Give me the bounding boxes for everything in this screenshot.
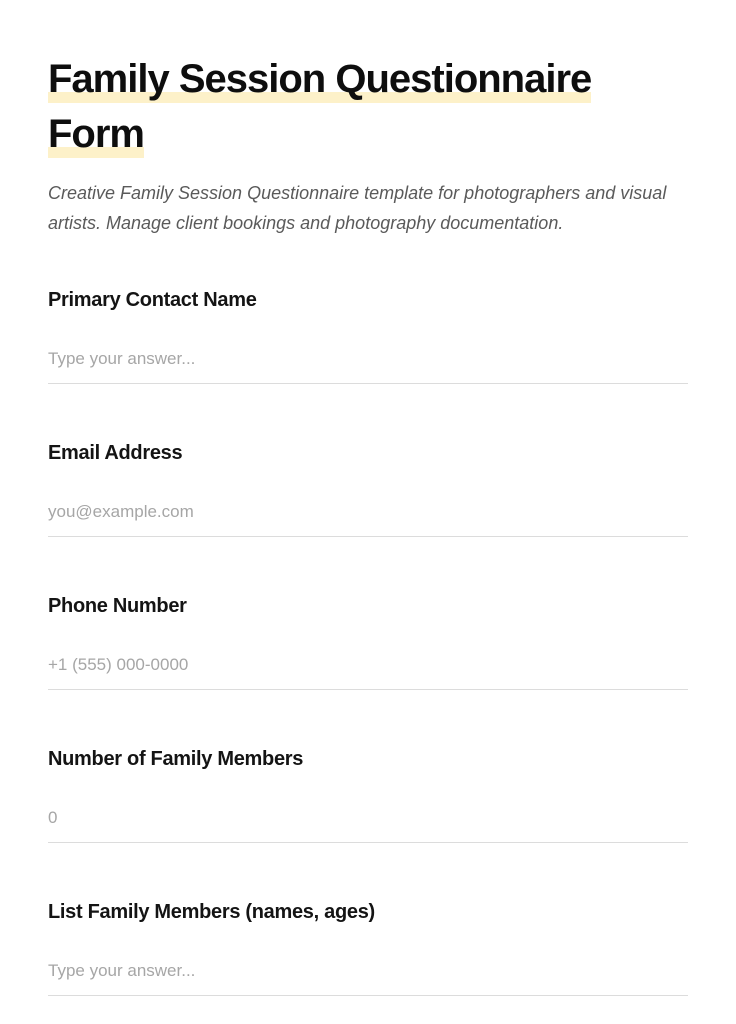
form-title	[48, 52, 668, 162]
form-title-line-1: Family Session Questionnaire	[48, 57, 592, 101]
field-label-number-of-family-members: Number of Family Members	[48, 748, 304, 770]
field-number-of-family-members	[48, 746, 688, 843]
field-label-list-family-members: List Family Members (names, ages)	[48, 901, 375, 923]
phone-number-input[interactable]	[48, 655, 688, 690]
field-email-address	[48, 440, 688, 537]
form-description: Creative Family Session Questionnaire template for photographers and visual artists. Manage client bookings and photography documentation.	[48, 183, 667, 233]
number-of-family-members-input[interactable]	[48, 808, 688, 843]
email-address-input[interactable]	[48, 502, 688, 537]
primary-contact-name-input[interactable]	[48, 349, 688, 384]
list-family-members-input[interactable]	[48, 961, 688, 996]
form-title-line-2: Form	[48, 112, 144, 156]
field-label-email-address: Email Address	[48, 442, 183, 464]
field-label-primary-contact-name: Primary Contact Name	[48, 289, 257, 311]
field-label-phone-number: Phone Number	[48, 595, 187, 617]
field-list-family-members	[48, 899, 688, 996]
field-primary-contact-name	[48, 287, 688, 384]
field-phone-number	[48, 593, 688, 690]
